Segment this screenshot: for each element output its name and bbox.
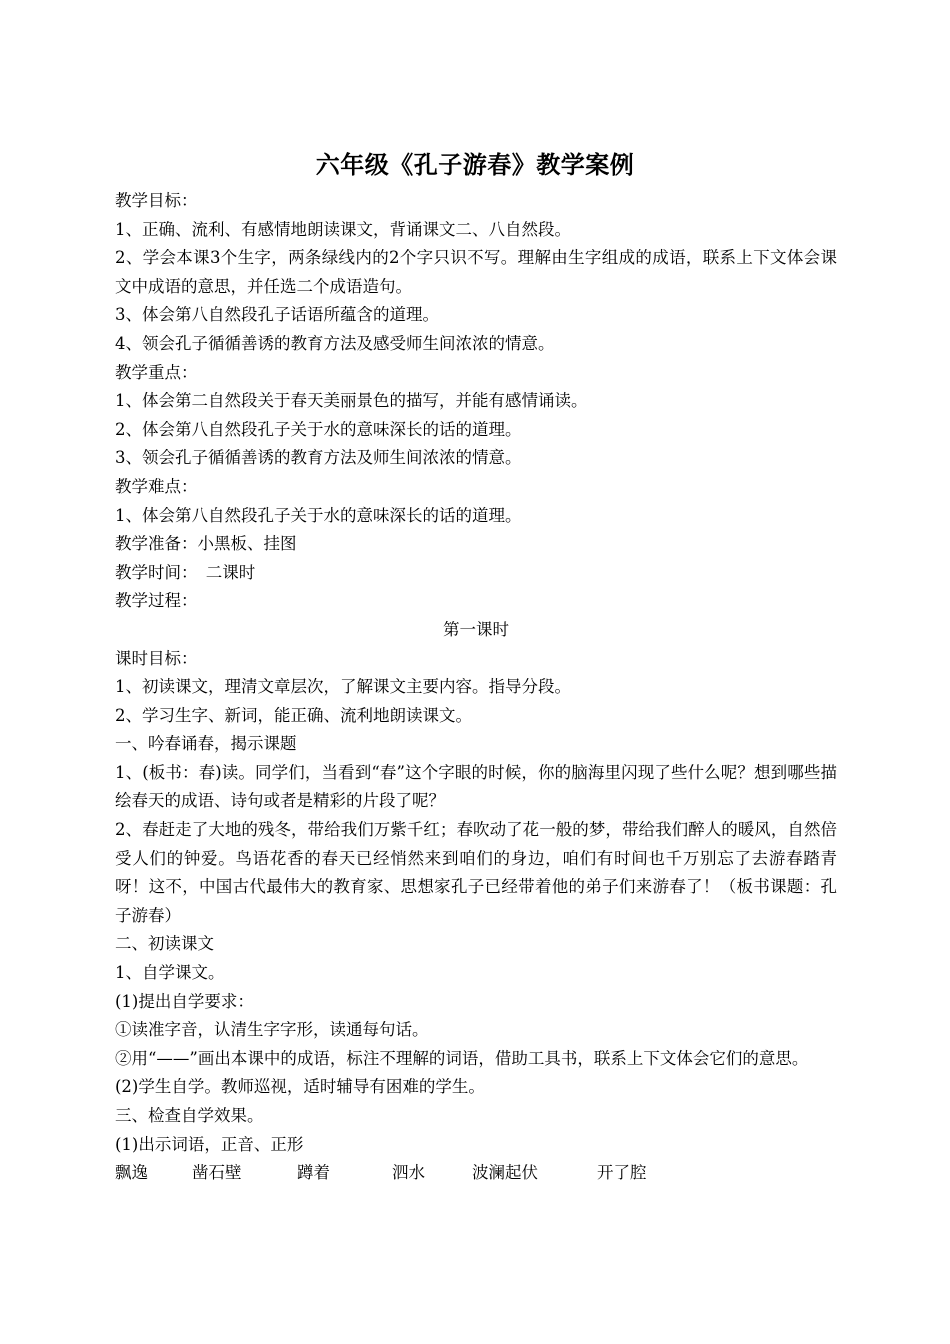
paragraph: 教学时间： 二课时	[115, 562, 256, 582]
paragraph: 1、自学课文。	[115, 963, 225, 983]
paragraph: 2、学习生字、新词，能正确、流利地朗读课文。	[115, 705, 472, 725]
paragraph: 1、正确、流利、有感情地朗读课文，背诵课文二、八自然段。	[115, 219, 571, 239]
document-title: 六年级《孔子游春》教学案例	[315, 151, 635, 179]
vocabulary-word: 泗水	[392, 1163, 425, 1183]
paragraph: 3、领会孔子循循善诱的教育方法及师生间浓浓的情意。	[115, 448, 522, 468]
section-heading: 一、吟春诵春，揭示课题	[115, 734, 297, 754]
paragraph: 教学准备：小黑板、挂图	[115, 534, 297, 554]
section-heading-difficulty: 教学难点：	[115, 476, 198, 496]
document-body	[115, 187, 837, 1188]
vocabulary-word: 飘逸	[115, 1163, 148, 1183]
paragraph: ①读准字音，认清生字字形，读通每句话。	[115, 1020, 429, 1040]
vocabulary-word: 凿石壁	[192, 1163, 242, 1183]
vocabulary-word: 波澜起伏	[472, 1163, 538, 1183]
paragraph: ②用“——”画出本课中的成语，标注不理解的词语，借助工具书，联系上下文体会它们的意思。	[115, 1048, 809, 1068]
vocabulary-word: 蹲着	[297, 1163, 330, 1183]
section-heading-goals: 教学目标：	[115, 191, 198, 210]
paragraph: (1)出示词语，正音、正形	[115, 1134, 304, 1154]
paragraph: (2)学生自学。教师巡视，适时辅导有困难的学生。	[115, 1077, 485, 1097]
paragraph: 1、体会第二自然段关于春天美丽景色的描写，并能有感情诵读。	[115, 391, 588, 411]
paragraph: 1、初读课文，理清文章层次，了解课文主要内容。指导分段。	[115, 677, 571, 697]
section-heading-focus: 教学重点：	[115, 362, 198, 382]
paragraph: 2、春赶走了大地的残冬，带给我们万紫千红；春吹动了花一般的梦，带给我们醉人的暖风，自然倍受人们的钟爱。鸟语花香的春天已经悄然来到咱们的身边，咱们有时间也千万别忘了去游春踏青呀！这不，中国古代最伟大的教育家、思想家孔子已经带着他的弟子们来游春了！（板书课题：孔子游春）	[115, 820, 837, 925]
paragraph: 1、(板书：春)读。同学们，当看到“春”这个字眼的时候，你的脑海里闪现了些什么呢？想到哪些描绘春天的成语、诗句或者是精彩的片段了呢？	[115, 762, 837, 811]
section-heading-process: 教学过程：	[115, 591, 198, 611]
section-heading: 二、初读课文	[115, 934, 214, 954]
section-heading: 三、检查自学效果。	[115, 1106, 264, 1125]
vocabulary-list	[115, 1159, 837, 1188]
paragraph: 4、领会孔子循循善诱的教育方法及感受师生间浓浓的情意。	[115, 333, 555, 353]
paragraph: 2、学会本课3个生字，两条绿线内的2个字只识不写。理解由生字组成的成语，联系上下文体会课文中成语的意思，并任选二个成语造句。	[115, 248, 837, 296]
paragraph: 3、体会第八自然段孔子话语所蕴含的道理。	[115, 305, 439, 325]
section-heading-lesson-goals: 课时目标：	[115, 648, 198, 668]
lesson-heading: 第一课时	[443, 619, 509, 639]
vocabulary-word: 开了腔	[597, 1163, 647, 1183]
paragraph: 2、体会第八自然段孔子关于水的意味深长的话的道理。	[115, 419, 522, 439]
paragraph: 1、体会第八自然段孔子关于水的意味深长的话的道理。	[115, 505, 522, 525]
paragraph: (1)提出自学要求：	[115, 991, 254, 1011]
